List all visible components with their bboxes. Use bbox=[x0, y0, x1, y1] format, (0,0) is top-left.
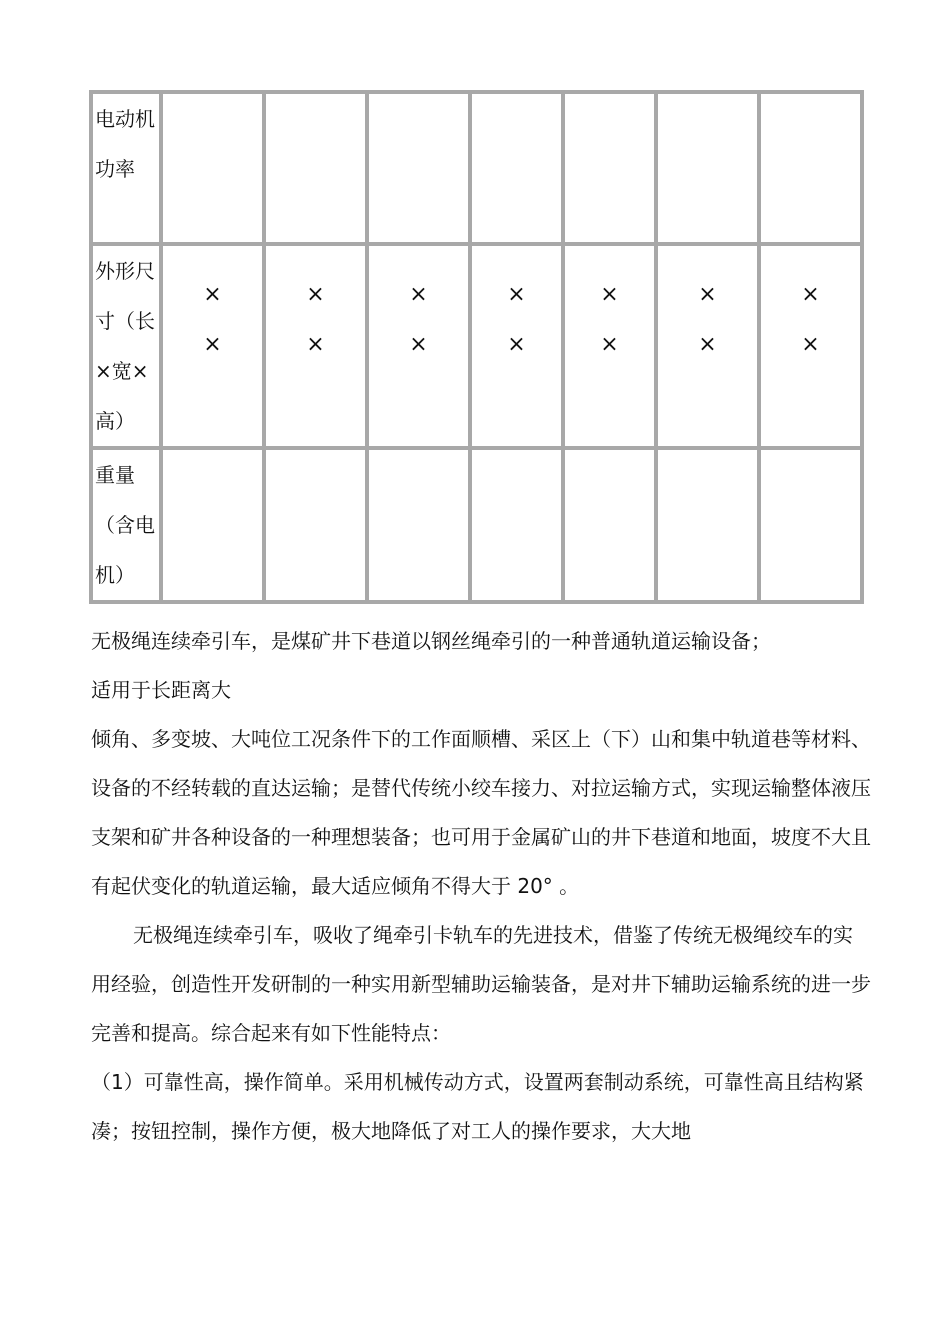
table-cell bbox=[264, 92, 367, 244]
table-cell bbox=[759, 448, 862, 602]
table-cell: × × bbox=[656, 244, 759, 448]
row-label-dimensions: 外形尺 寸（长 ×宽× 高） bbox=[91, 244, 161, 448]
table-cell bbox=[161, 448, 264, 602]
table-cell: × × bbox=[759, 244, 862, 448]
table-cell bbox=[264, 448, 367, 602]
table-cell: × × bbox=[367, 244, 470, 448]
table-cell: × × bbox=[161, 244, 264, 448]
body-line-1: 无极绳连续牵引车，是煤矿井下巷道以钢丝绳牵引的一种普通轨道运输设备； bbox=[91, 629, 771, 653]
body-paragraph-3: （1）可靠性高，操作简单。采用机械传动方式，设置两套制动系统，可靠性高且结构紧凑；按钮控制，操作方便，极大地降低了对工人的操作要求，大大地 bbox=[91, 1070, 864, 1143]
table-row-motor-power bbox=[91, 92, 862, 244]
body-text bbox=[91, 617, 871, 1156]
table-cell bbox=[161, 92, 264, 244]
table-cell bbox=[563, 92, 656, 244]
table-cell bbox=[656, 448, 759, 602]
table-row-weight bbox=[91, 448, 862, 602]
body-line-2: 适用于长距离大 bbox=[91, 678, 231, 702]
row-label-weight: 重量 （含电 机） bbox=[91, 448, 161, 602]
spec-table bbox=[89, 90, 864, 604]
table-cell bbox=[367, 92, 470, 244]
table-cell bbox=[656, 92, 759, 244]
table-cell bbox=[563, 448, 656, 602]
table-cell bbox=[470, 448, 563, 602]
table-row-dimensions bbox=[91, 244, 862, 448]
body-paragraph-1: 倾角、多变坡、大吨位工况条件下的工作面顺槽、采区上（下）山和集中轨道巷等材料、设备的不经转载的直达运输；是替代传统小绞车接力、对拉运输方式，实现运输整体液压支架和矿井各种设备的一种理想装备；也可用于金属矿山的井下巷道和地面，坡度不大且有起伏变化的轨道运输，最大适应倾角不得大于 20° 。 bbox=[91, 727, 871, 898]
table-cell: × × bbox=[563, 244, 656, 448]
table-cell bbox=[759, 92, 862, 244]
table-cell: × × bbox=[264, 244, 367, 448]
body-paragraph-2: 无极绳连续牵引车，吸收了绳牵引卡轨车的先进技术，借鉴了传统无极绳绞车的实用经验，创造性开发研制的一种实用新型辅助运输装备，是对井下辅助运输系统的进一步完善和提高。综合起来有如下性能特点： bbox=[91, 923, 871, 1045]
table-cell bbox=[470, 92, 563, 244]
table-cell: × × bbox=[470, 244, 563, 448]
table-cell bbox=[367, 448, 470, 602]
row-label-motor-power: 电动机 功率 bbox=[91, 92, 161, 244]
